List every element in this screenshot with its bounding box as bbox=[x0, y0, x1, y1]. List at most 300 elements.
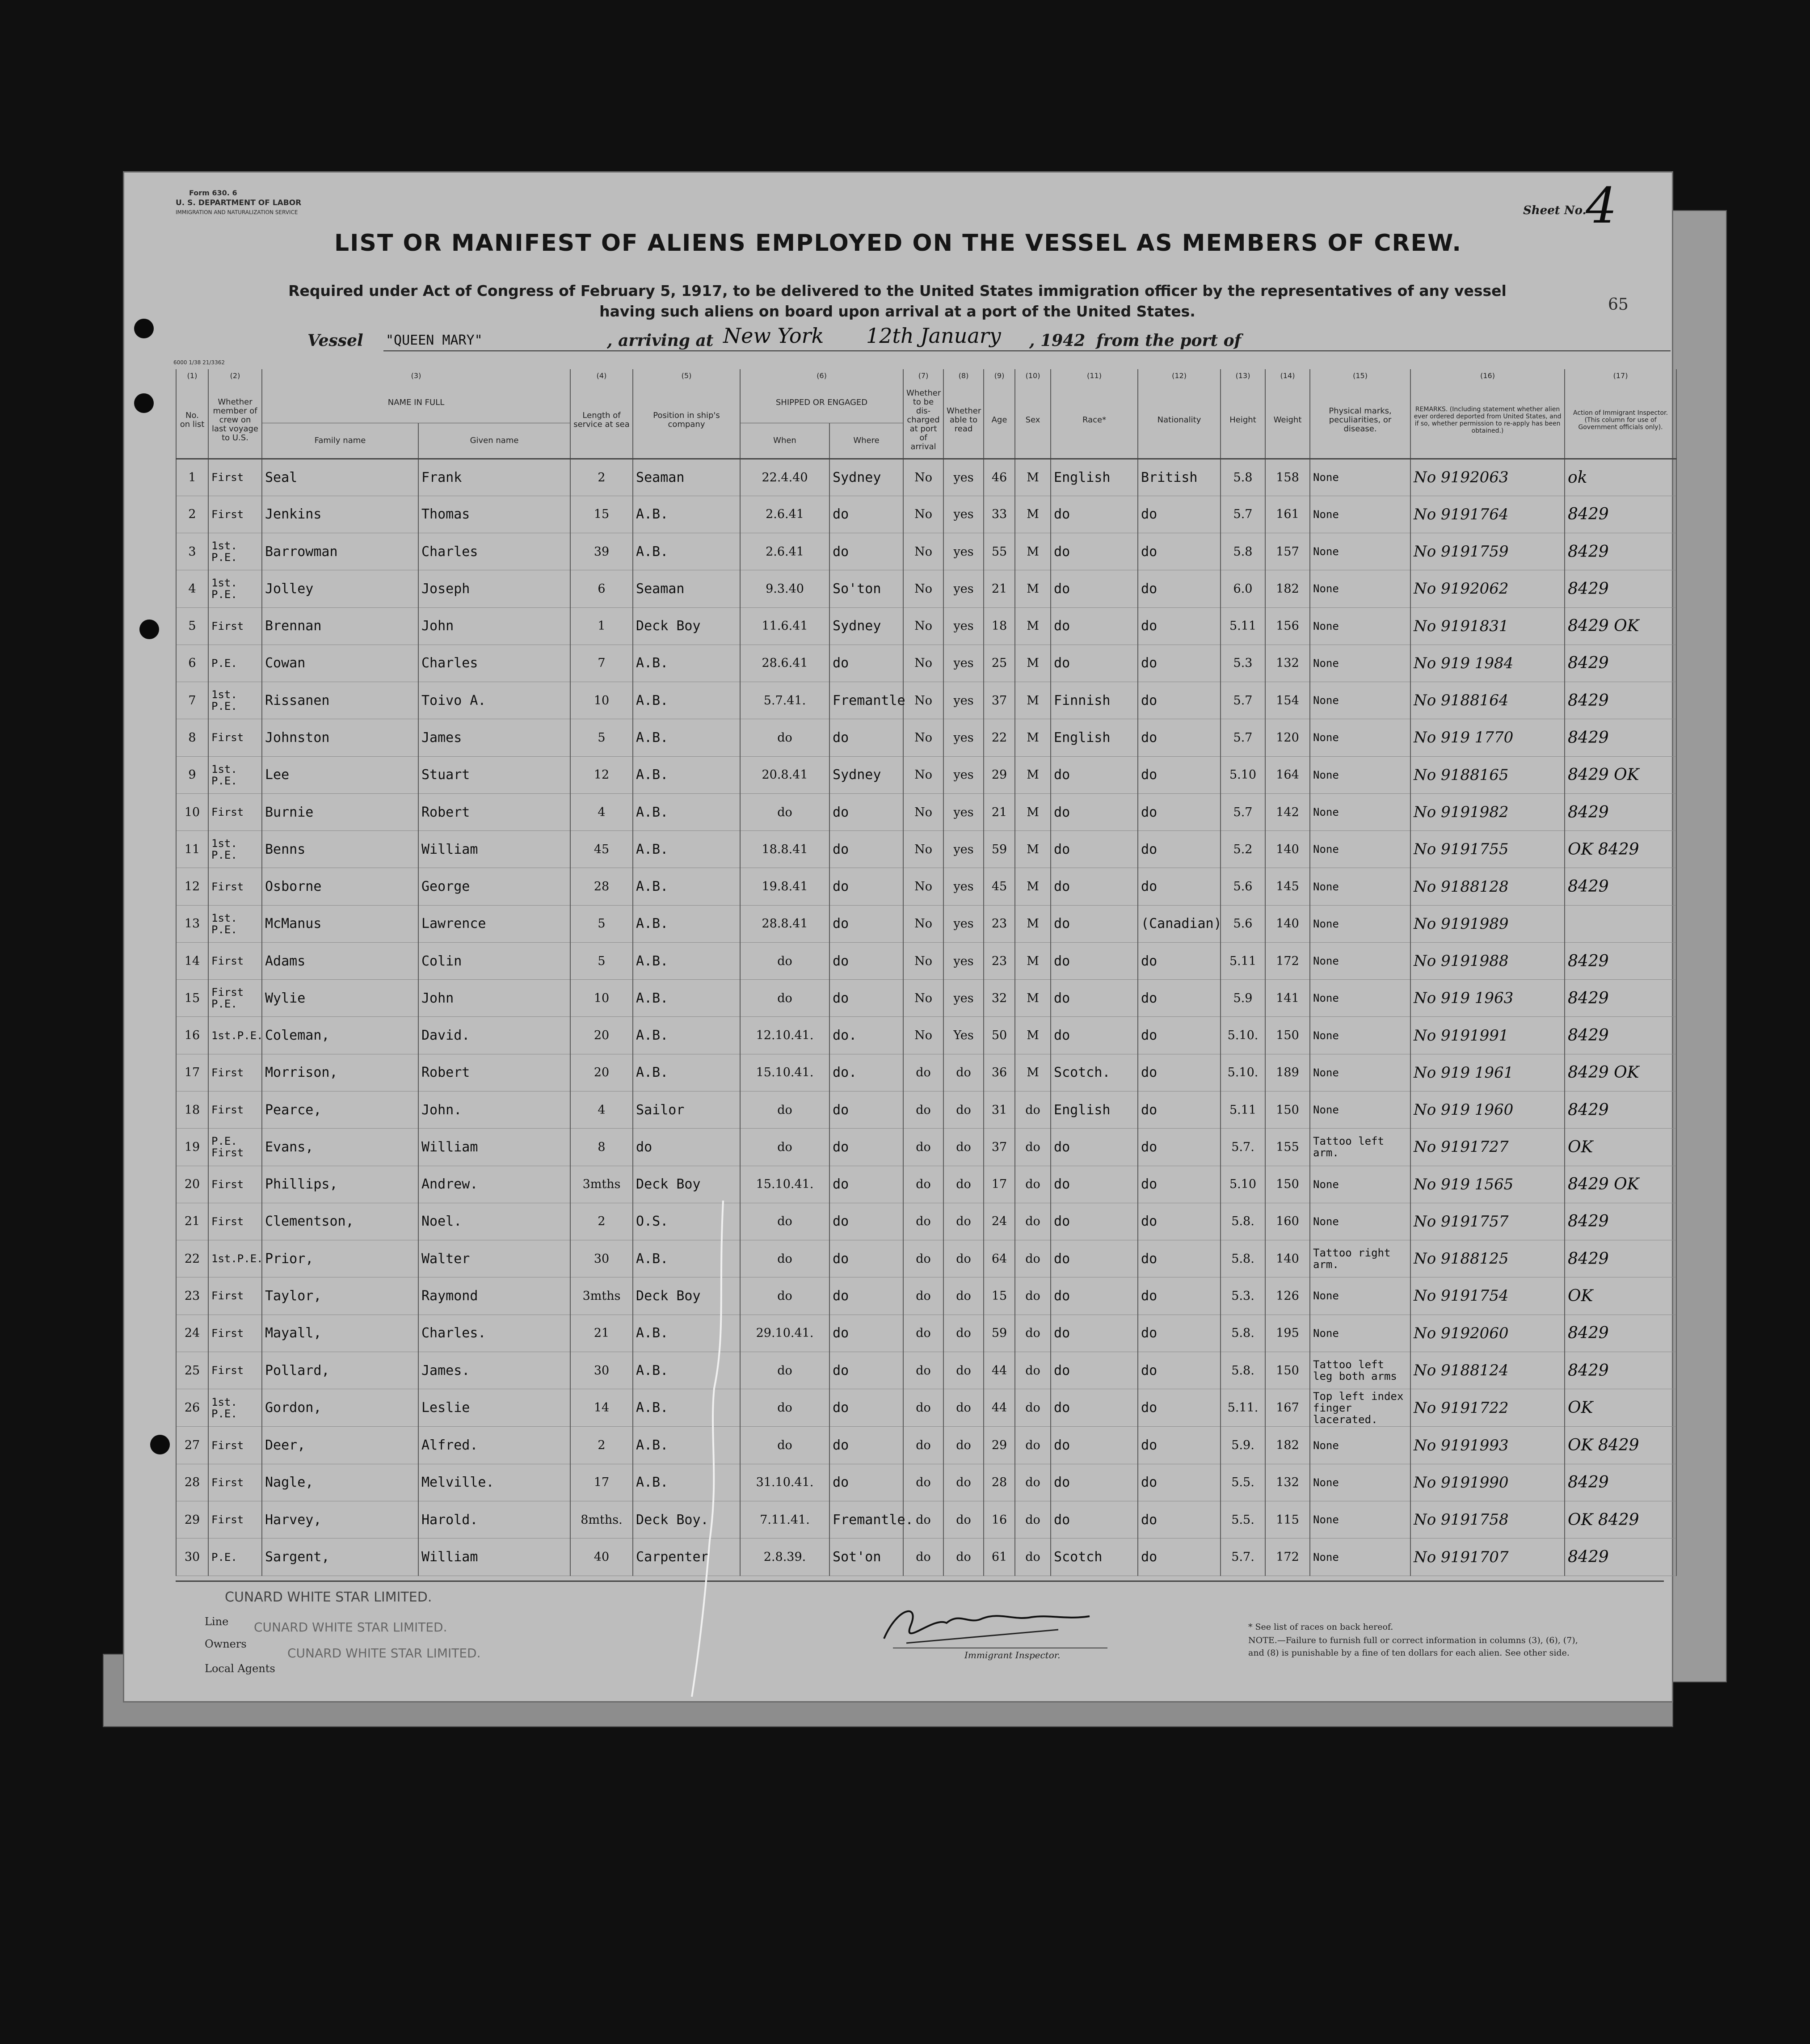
crew-no-cell: 8 bbox=[176, 719, 208, 756]
whether-member-cell: First bbox=[208, 1427, 262, 1464]
inspector-signature bbox=[880, 1598, 1094, 1648]
nationality-cell: do bbox=[1138, 1427, 1221, 1464]
family-name-cell: Morrison, bbox=[262, 1054, 418, 1091]
height-cell: 5.11 bbox=[1221, 607, 1265, 645]
weight-cell: 132 bbox=[1265, 645, 1310, 682]
given-name-cell: George bbox=[418, 868, 570, 905]
whether-member-cell: 1st. P.E. bbox=[208, 905, 262, 942]
whether-member-cell: 1st. P.E. bbox=[208, 533, 262, 570]
physical-marks-cell: None bbox=[1310, 1203, 1410, 1240]
crew-row bbox=[176, 1464, 1676, 1501]
inspector-action-cell: 8429 bbox=[1565, 1092, 1676, 1129]
crew-no-cell: 15 bbox=[176, 980, 208, 1017]
whether-member-cell: 1st. P.E. bbox=[208, 756, 262, 793]
family-name-cell: Barrowman bbox=[262, 533, 418, 570]
given-name-cell: James bbox=[418, 719, 570, 756]
family-name-cell: Cowan bbox=[262, 645, 418, 682]
whether-member-cell: 1st.P.E. bbox=[208, 1017, 262, 1054]
sex-cell: do bbox=[1015, 1092, 1051, 1129]
physical-marks-cell: Tattoo left arm. bbox=[1310, 1129, 1410, 1166]
engaged-when-cell: do bbox=[740, 1092, 829, 1129]
whether-member-cell: P.E. bbox=[208, 645, 262, 682]
remarks-cell: No 9191722 bbox=[1410, 1389, 1565, 1427]
header-length-of-service: Length of service at sea bbox=[570, 383, 633, 459]
engaged-when-cell: 20.8.41 bbox=[740, 756, 829, 793]
family-name-cell: Pollard, bbox=[262, 1352, 418, 1389]
column-number: (6) bbox=[740, 369, 903, 383]
inspector-action-cell: 8429 bbox=[1565, 1017, 1676, 1054]
remarks-cell: No 9192060 bbox=[1410, 1315, 1565, 1352]
age-cell: 16 bbox=[984, 1501, 1015, 1538]
engaged-where-cell: Sot'on bbox=[829, 1538, 903, 1576]
to-be-discharged-cell: do bbox=[903, 1315, 943, 1352]
given-name-cell: Alfred. bbox=[418, 1427, 570, 1464]
given-name-cell: Robert bbox=[418, 793, 570, 830]
inspector-action-cell: ok bbox=[1565, 459, 1676, 496]
crew-row bbox=[176, 1538, 1676, 1576]
crew-no-cell: 9 bbox=[176, 756, 208, 793]
able-to-read-cell: do bbox=[943, 1352, 984, 1389]
able-to-read-cell: yes bbox=[943, 905, 984, 942]
family-name-cell: Wylie bbox=[262, 980, 418, 1017]
header-where: Where bbox=[829, 423, 903, 459]
sex-cell: do bbox=[1015, 1389, 1051, 1427]
ship-position-cell: A.B. bbox=[633, 719, 740, 756]
able-to-read-cell: do bbox=[943, 1389, 984, 1427]
engaged-when-cell: 5.7.41. bbox=[740, 682, 829, 719]
engaged-when-cell: 2.6.41 bbox=[740, 533, 829, 570]
ship-position-cell: A.B. bbox=[633, 1315, 740, 1352]
crew-row bbox=[176, 868, 1676, 905]
height-cell: 5.7. bbox=[1221, 1538, 1265, 1576]
footer-rule bbox=[176, 1580, 1664, 1582]
weight-cell: 140 bbox=[1265, 905, 1310, 942]
crew-row bbox=[176, 607, 1676, 645]
age-cell: 33 bbox=[984, 496, 1015, 533]
weight-cell: 161 bbox=[1265, 496, 1310, 533]
weight-cell: 167 bbox=[1265, 1389, 1310, 1427]
crew-row bbox=[176, 1277, 1676, 1315]
engaged-where-cell: do bbox=[829, 496, 903, 533]
ship-position-cell: A.B. bbox=[633, 1389, 740, 1427]
remarks-cell: No 9191754 bbox=[1410, 1277, 1565, 1315]
to-be-discharged-cell: do bbox=[903, 1240, 943, 1277]
nationality-cell: do bbox=[1138, 1092, 1221, 1129]
age-cell: 45 bbox=[984, 868, 1015, 905]
engaged-where-cell: do bbox=[829, 533, 903, 570]
nationality-cell: (Canadian) bbox=[1138, 905, 1221, 942]
to-be-discharged-cell: No bbox=[903, 719, 943, 756]
header-position: Position in ship's company bbox=[633, 383, 740, 459]
crew-row bbox=[176, 1501, 1676, 1538]
able-to-read-cell: yes bbox=[943, 459, 984, 496]
engaged-when-cell: 2.8.39. bbox=[740, 1538, 829, 1576]
whether-member-cell: First bbox=[208, 942, 262, 979]
weight-cell: 145 bbox=[1265, 868, 1310, 905]
crew-row bbox=[176, 459, 1676, 496]
ship-position-cell: Carpenter bbox=[633, 1538, 740, 1576]
physical-marks-cell: None bbox=[1310, 1427, 1410, 1464]
remarks-cell: No 9191707 bbox=[1410, 1538, 1565, 1576]
sex-cell: M bbox=[1015, 645, 1051, 682]
engaged-where-cell: do bbox=[829, 719, 903, 756]
given-name-cell: Leslie bbox=[418, 1389, 570, 1427]
column-number: (5) bbox=[633, 369, 740, 383]
inspector-action-cell: 8429 bbox=[1565, 942, 1676, 979]
engaged-where-cell: do. bbox=[829, 1017, 903, 1054]
inspector-action-cell bbox=[1565, 905, 1676, 942]
weight-cell: 158 bbox=[1265, 459, 1310, 496]
sex-cell: M bbox=[1015, 1054, 1051, 1091]
race-cell: do bbox=[1051, 1427, 1138, 1464]
service-length-cell: 7 bbox=[570, 645, 633, 682]
header-no-on-list: No. on list bbox=[176, 383, 208, 459]
to-be-discharged-cell: No bbox=[903, 905, 943, 942]
whether-member-cell: 1st.P.E. bbox=[208, 1240, 262, 1277]
service-name: IMMIGRATION AND NATURALIZATION SERVICE bbox=[176, 209, 298, 215]
arrival-date: 12th January bbox=[866, 324, 1001, 348]
height-cell: 5.10 bbox=[1221, 756, 1265, 793]
given-name-cell: Lawrence bbox=[418, 905, 570, 942]
sex-cell: M bbox=[1015, 570, 1051, 607]
to-be-discharged-cell: do bbox=[903, 1427, 943, 1464]
age-cell: 46 bbox=[984, 459, 1015, 496]
form-number: Form 630. 6 bbox=[189, 189, 237, 197]
service-length-cell: 30 bbox=[570, 1352, 633, 1389]
engaged-where-cell: Sydney bbox=[829, 756, 903, 793]
height-cell: 5.8. bbox=[1221, 1203, 1265, 1240]
race-cell: do bbox=[1051, 1352, 1138, 1389]
able-to-read-cell: yes bbox=[943, 645, 984, 682]
ship-position-cell: A.B. bbox=[633, 1017, 740, 1054]
family-name-cell: Jenkins bbox=[262, 496, 418, 533]
paper-tear bbox=[683, 1201, 737, 1701]
inspector-action-cell: 8429 OK bbox=[1565, 1166, 1676, 1203]
engaged-when-cell: do bbox=[740, 1352, 829, 1389]
remarks-cell: No 919 1963 bbox=[1410, 980, 1565, 1017]
sex-cell: do bbox=[1015, 1501, 1051, 1538]
ship-position-cell: A.B. bbox=[633, 1352, 740, 1389]
header-sex: Sex bbox=[1015, 383, 1051, 459]
remarks-cell: No 9191991 bbox=[1410, 1017, 1565, 1054]
given-name-cell: Charles bbox=[418, 533, 570, 570]
ship-position-cell: A.B. bbox=[633, 980, 740, 1017]
race-cell: do bbox=[1051, 645, 1138, 682]
to-be-discharged-cell: do bbox=[903, 1352, 943, 1389]
family-name-cell: Rissanen bbox=[262, 682, 418, 719]
physical-marks-cell: None bbox=[1310, 682, 1410, 719]
remarks-cell: No 919 1984 bbox=[1410, 645, 1565, 682]
crew-row bbox=[176, 980, 1676, 1017]
weight-cell: 154 bbox=[1265, 682, 1310, 719]
given-name-cell: Charles. bbox=[418, 1315, 570, 1352]
nationality-cell: do bbox=[1138, 1277, 1221, 1315]
age-cell: 32 bbox=[984, 980, 1015, 1017]
age-cell: 23 bbox=[984, 905, 1015, 942]
able-to-read-cell: do bbox=[943, 1538, 984, 1576]
physical-marks-cell: None bbox=[1310, 980, 1410, 1017]
nationality-cell: do bbox=[1138, 1166, 1221, 1203]
engaged-where-cell: do bbox=[829, 1277, 903, 1315]
whether-member-cell: 1st. P.E. bbox=[208, 682, 262, 719]
able-to-read-cell: yes bbox=[943, 496, 984, 533]
from-port-label: from the port of bbox=[1096, 331, 1242, 350]
given-name-cell: John bbox=[418, 607, 570, 645]
age-cell: 31 bbox=[984, 1092, 1015, 1129]
crew-row bbox=[176, 1240, 1676, 1277]
inspector-action-cell: 8429 bbox=[1565, 1315, 1676, 1352]
crew-row bbox=[176, 719, 1676, 756]
whether-member-cell: P.E. bbox=[208, 1538, 262, 1576]
height-cell: 5.2 bbox=[1221, 831, 1265, 868]
age-cell: 29 bbox=[984, 1427, 1015, 1464]
age-cell: 25 bbox=[984, 645, 1015, 682]
able-to-read-cell: yes bbox=[943, 831, 984, 868]
arriving-label: , arriving at bbox=[607, 331, 714, 350]
engaged-when-cell: 19.8.41 bbox=[740, 868, 829, 905]
header-nationality: Nationality bbox=[1138, 383, 1221, 459]
service-length-cell: 30 bbox=[570, 1240, 633, 1277]
remarks-cell: No 9188124 bbox=[1410, 1352, 1565, 1389]
nationality-cell: do bbox=[1138, 1017, 1221, 1054]
nationality-cell: do bbox=[1138, 682, 1221, 719]
line-stamp: CUNARD WHITE STAR LIMITED. bbox=[225, 1589, 432, 1605]
height-cell: 5.5. bbox=[1221, 1501, 1265, 1538]
ship-position-cell: A.B. bbox=[633, 1054, 740, 1091]
family-name-cell: Prior, bbox=[262, 1240, 418, 1277]
age-cell: 59 bbox=[984, 1315, 1015, 1352]
sex-cell: do bbox=[1015, 1240, 1051, 1277]
race-cell: do bbox=[1051, 570, 1138, 607]
crew-no-cell: 29 bbox=[176, 1501, 208, 1538]
nationality-cell: do bbox=[1138, 942, 1221, 979]
column-number: (10) bbox=[1015, 369, 1051, 383]
physical-marks-cell: None bbox=[1310, 1277, 1410, 1315]
nationality-cell: do bbox=[1138, 1352, 1221, 1389]
engaged-when-cell: 28.6.41 bbox=[740, 645, 829, 682]
to-be-discharged-cell: do bbox=[903, 1277, 943, 1315]
crew-no-cell: 26 bbox=[176, 1389, 208, 1427]
engaged-where-cell: do bbox=[829, 980, 903, 1017]
race-cell: do bbox=[1051, 1315, 1138, 1352]
remarks-cell: No 9192063 bbox=[1410, 459, 1565, 496]
inspector-action-cell: 8429 bbox=[1565, 868, 1676, 905]
remarks-cell: No 9191993 bbox=[1410, 1427, 1565, 1464]
weight-cell: 195 bbox=[1265, 1315, 1310, 1352]
nationality-cell: do bbox=[1138, 831, 1221, 868]
sex-cell: do bbox=[1015, 1166, 1051, 1203]
height-cell: 5.8. bbox=[1221, 1315, 1265, 1352]
weight-cell: 140 bbox=[1265, 1240, 1310, 1277]
column-number: (13) bbox=[1221, 369, 1265, 383]
age-cell: 44 bbox=[984, 1389, 1015, 1427]
able-to-read-cell: yes bbox=[943, 719, 984, 756]
to-be-discharged-cell: No bbox=[903, 607, 943, 645]
age-cell: 50 bbox=[984, 1017, 1015, 1054]
physical-marks-cell: None bbox=[1310, 1017, 1410, 1054]
sex-cell: M bbox=[1015, 868, 1051, 905]
ship-position-cell: Seaman bbox=[633, 570, 740, 607]
column-number: (7) bbox=[903, 369, 943, 383]
crew-row bbox=[176, 496, 1676, 533]
engaged-when-cell: 31.10.41. bbox=[740, 1464, 829, 1501]
service-length-cell: 5 bbox=[570, 719, 633, 756]
remarks-cell: No 9191990 bbox=[1410, 1464, 1565, 1501]
able-to-read-cell: do bbox=[943, 1240, 984, 1277]
header-row-top bbox=[176, 383, 1676, 423]
physical-marks-cell: None bbox=[1310, 570, 1410, 607]
remarks-cell: No 9191757 bbox=[1410, 1203, 1565, 1240]
height-cell: 5.11. bbox=[1221, 1389, 1265, 1427]
given-name-cell: Toivo A. bbox=[418, 682, 570, 719]
nationality-cell: do bbox=[1138, 1240, 1221, 1277]
able-to-read-cell: do bbox=[943, 1501, 984, 1538]
sex-cell: M bbox=[1015, 719, 1051, 756]
inspector-action-cell: 8429 OK bbox=[1565, 1054, 1676, 1091]
age-cell: 28 bbox=[984, 1464, 1015, 1501]
family-name-cell: Sargent, bbox=[262, 1538, 418, 1576]
crew-row bbox=[176, 1092, 1676, 1129]
penalty-note: NOTE.—Failure to furnish full or correct information in columns (3), (6), (7), and (8) is punishable by a fine of ten dollars for each alien. See other side. bbox=[1248, 1635, 1578, 1658]
header-inspector-action: Action of Immigrant Inspector. (This column for use of Government officials only). bbox=[1565, 383, 1676, 459]
engaged-when-cell: do bbox=[740, 1129, 829, 1166]
whether-member-cell: First bbox=[208, 1166, 262, 1203]
to-be-discharged-cell: No bbox=[903, 831, 943, 868]
engaged-where-cell: Sydney bbox=[829, 607, 903, 645]
family-name-cell: Brennan bbox=[262, 607, 418, 645]
age-cell: 21 bbox=[984, 793, 1015, 830]
remarks-cell: No 9191988 bbox=[1410, 942, 1565, 979]
page-subtitle: Required under Act of Congress of February 5, 1917, to be delivered to the United States immigration officer by the representatives of any vessel having such aliens on board upon arrival at a port of the United States. bbox=[288, 282, 1507, 320]
sex-cell: do bbox=[1015, 1277, 1051, 1315]
weight-cell: 189 bbox=[1265, 1054, 1310, 1091]
engaged-where-cell: do bbox=[829, 868, 903, 905]
height-cell: 5.8 bbox=[1221, 459, 1265, 496]
race-cell: do bbox=[1051, 1203, 1138, 1240]
service-length-cell: 15 bbox=[570, 496, 633, 533]
header-family-name: Family name bbox=[262, 423, 418, 459]
race-cell: do bbox=[1051, 1501, 1138, 1538]
inspector-action-cell: 8429 bbox=[1565, 980, 1676, 1017]
given-name-cell: William bbox=[418, 1129, 570, 1166]
remarks-cell: No 9191982 bbox=[1410, 793, 1565, 830]
sex-cell: M bbox=[1015, 459, 1051, 496]
inspector-action-cell: 8429 bbox=[1565, 793, 1676, 830]
vessel-name: "QUEEN MARY" bbox=[386, 333, 483, 348]
remarks-cell: No 9191755 bbox=[1410, 831, 1565, 868]
nationality-cell: do bbox=[1138, 793, 1221, 830]
race-cell: do bbox=[1051, 533, 1138, 570]
able-to-read-cell: do bbox=[943, 1129, 984, 1166]
nationality-cell: do bbox=[1138, 1203, 1221, 1240]
engaged-where-cell: do. bbox=[829, 1054, 903, 1091]
weight-cell: 150 bbox=[1265, 1166, 1310, 1203]
physical-marks-cell: None bbox=[1310, 905, 1410, 942]
service-length-cell: 12 bbox=[570, 756, 633, 793]
crew-no-cell: 16 bbox=[176, 1017, 208, 1054]
nationality-cell: do bbox=[1138, 1315, 1221, 1352]
family-name-cell: Johnston bbox=[262, 719, 418, 756]
family-name-cell: Taylor, bbox=[262, 1277, 418, 1315]
inspector-action-cell: OK bbox=[1565, 1389, 1676, 1427]
race-cell: do bbox=[1051, 980, 1138, 1017]
ship-position-cell: A.B. bbox=[633, 1427, 740, 1464]
remarks-cell: No 9191759 bbox=[1410, 533, 1565, 570]
ship-position-cell: A.B. bbox=[633, 645, 740, 682]
punch-hole bbox=[134, 393, 154, 413]
crew-no-cell: 13 bbox=[176, 905, 208, 942]
ship-position-cell: A.B. bbox=[633, 905, 740, 942]
column-number: (9) bbox=[984, 369, 1015, 383]
physical-marks-cell: None bbox=[1310, 1092, 1410, 1129]
given-name-cell: John bbox=[418, 980, 570, 1017]
family-name-cell: Jolley bbox=[262, 570, 418, 607]
header-remarks: REMARKS. (Including statement whether alien ever ordered deported from United States, and if so, whether permission to re-apply has been obtained.) bbox=[1410, 383, 1565, 459]
remarks-cell: No 9191764 bbox=[1410, 496, 1565, 533]
race-cell: do bbox=[1051, 1277, 1138, 1315]
whether-member-cell: P.E. First bbox=[208, 1129, 262, 1166]
service-length-cell: 2 bbox=[570, 459, 633, 496]
service-length-cell: 28 bbox=[570, 868, 633, 905]
crew-row bbox=[176, 942, 1676, 979]
whether-member-cell: First bbox=[208, 793, 262, 830]
engaged-when-cell: 28.8.41 bbox=[740, 905, 829, 942]
inspector-action-cell: OK 8429 bbox=[1565, 1427, 1676, 1464]
physical-marks-cell: None bbox=[1310, 831, 1410, 868]
inspector-action-cell: 8429 bbox=[1565, 645, 1676, 682]
ship-position-cell: A.B. bbox=[633, 868, 740, 905]
race-cell: do bbox=[1051, 868, 1138, 905]
nationality-cell: do bbox=[1138, 533, 1221, 570]
sex-cell: M bbox=[1015, 607, 1051, 645]
weight-cell: 142 bbox=[1265, 793, 1310, 830]
crew-no-cell: 23 bbox=[176, 1277, 208, 1315]
sex-cell: M bbox=[1015, 682, 1051, 719]
header-race: Race* bbox=[1051, 383, 1138, 459]
whether-member-cell: First P.E. bbox=[208, 980, 262, 1017]
given-name-cell: Joseph bbox=[418, 570, 570, 607]
family-name-cell: Seal bbox=[262, 459, 418, 496]
crew-no-cell: 28 bbox=[176, 1464, 208, 1501]
service-length-cell: 20 bbox=[570, 1017, 633, 1054]
race-cell: Finnish bbox=[1051, 682, 1138, 719]
engaged-when-cell: 15.10.41. bbox=[740, 1166, 829, 1203]
weight-cell: 150 bbox=[1265, 1352, 1310, 1389]
crew-row bbox=[176, 570, 1676, 607]
whether-member-cell: First bbox=[208, 459, 262, 496]
race-cell: do bbox=[1051, 756, 1138, 793]
crew-no-cell: 19 bbox=[176, 1129, 208, 1166]
weight-cell: 132 bbox=[1265, 1464, 1310, 1501]
sex-cell: do bbox=[1015, 1203, 1051, 1240]
inspector-action-cell: OK bbox=[1565, 1129, 1676, 1166]
age-cell: 21 bbox=[984, 570, 1015, 607]
weight-cell: 141 bbox=[1265, 980, 1310, 1017]
crew-no-cell: 10 bbox=[176, 793, 208, 830]
engaged-where-cell: do bbox=[829, 942, 903, 979]
crew-no-cell: 20 bbox=[176, 1166, 208, 1203]
physical-marks-cell: Top left index finger lacerated. bbox=[1310, 1389, 1410, 1427]
to-be-discharged-cell: No bbox=[903, 496, 943, 533]
physical-marks-cell: None bbox=[1310, 793, 1410, 830]
engaged-when-cell: do bbox=[740, 1240, 829, 1277]
family-name-cell: Mayall, bbox=[262, 1315, 418, 1352]
remarks-cell: No 919 1960 bbox=[1410, 1092, 1565, 1129]
age-cell: 15 bbox=[984, 1277, 1015, 1315]
engaged-when-cell: do bbox=[740, 719, 829, 756]
physical-marks-cell: None bbox=[1310, 496, 1410, 533]
whether-member-cell: First bbox=[208, 496, 262, 533]
